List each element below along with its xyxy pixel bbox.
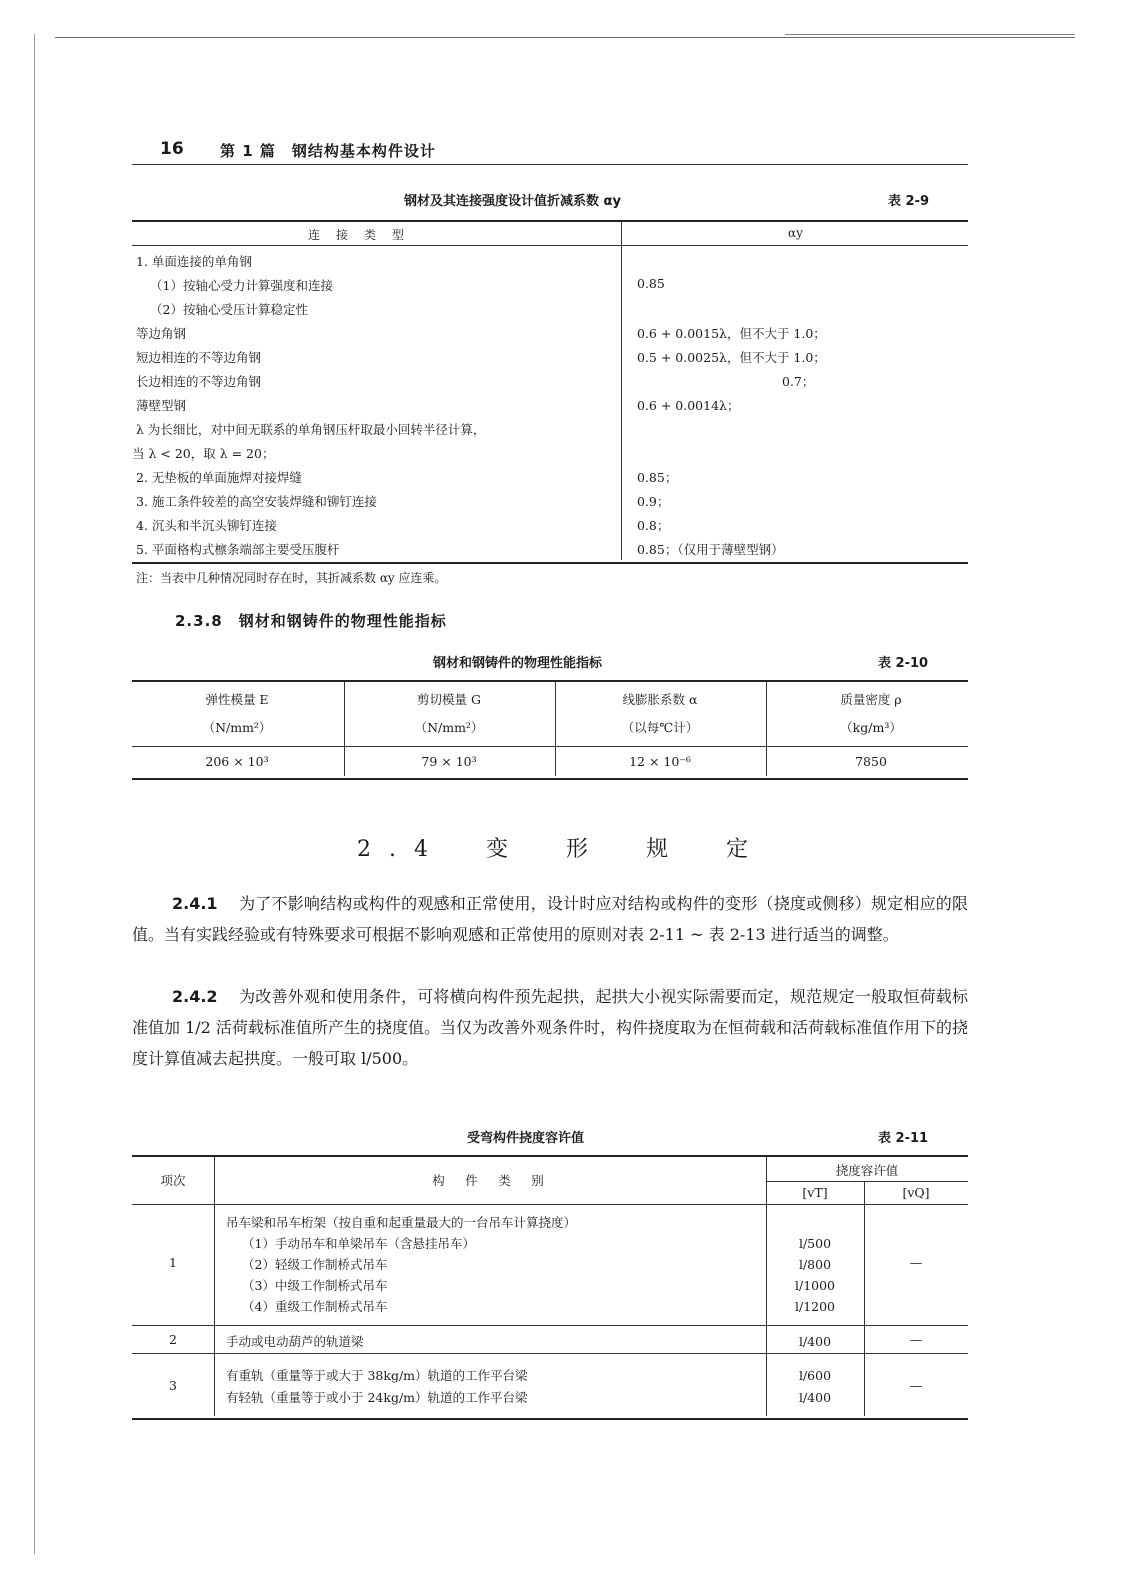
vq-value: — <box>909 1255 923 1270</box>
value-density: 7850 <box>855 754 887 769</box>
header-vt: [vT] <box>802 1185 828 1200</box>
header-elastic-modulus: 弹性模量 E <box>205 692 269 707</box>
table-row: 长边相连的不等边角钢 0.7； <box>136 374 815 389</box>
table-row: 1. 单面连接的单角钢 <box>136 254 252 269</box>
row-number: 3 <box>169 1378 177 1393</box>
list-item: （2）轻级工作制桥式吊车 <box>242 1257 388 1272</box>
table-2-11-caption: 受弯构件挠度容许值 <box>467 1131 585 1146</box>
table-row: 短边相连的不等边角钢 0.5 + 0.0025λ，但不大于 1.0； <box>136 350 826 365</box>
header-shear-modulus: 剪切模量 G <box>417 692 481 707</box>
table-row: λ 为长细比，对中间无联系的单角钢压杆取最小回转半径计算， <box>136 422 486 437</box>
vt-value: l/1000 <box>794 1278 836 1293</box>
row-number: 2 <box>169 1332 177 1347</box>
table-row: 薄壁型钢 0.6 + 0.0014λ； <box>136 398 740 413</box>
list-item: （3）中级工作制桥式吊车 <box>242 1278 388 1293</box>
page-number: 16 <box>160 139 184 159</box>
vq-value: — <box>909 1378 923 1393</box>
running-header <box>132 136 968 165</box>
paragraph-2-4-2 <box>132 981 968 1074</box>
table-row: 等边角钢 0.6 + 0.0015λ，但不大于 1.0； <box>136 326 826 341</box>
section-heading-2-4: 2.4 变 形 规 定 <box>357 837 766 862</box>
paragraph-number: 2.4.2 <box>172 987 218 1006</box>
list-item: 有轻轨（重量等于或小于 24kg/m）轨道的工作平台梁 <box>226 1390 528 1405</box>
table-2-11 <box>132 1155 968 1420</box>
list-item: （4）重级工作制桥式吊车 <box>242 1299 388 1314</box>
scan-edge-top-fragment <box>785 34 1075 35</box>
table-2-10-caption: 钢材和钢铸件的物理性能指标 <box>433 656 603 671</box>
vt-value: l/500 <box>798 1236 832 1251</box>
table-row: 4. 沉头和半沉头铆钉连接 0.8； <box>136 518 670 533</box>
header-item: 项次 <box>160 1173 186 1188</box>
table-2-10 <box>132 680 968 780</box>
paragraph-text: 为了不影响结构或构件的观感和正常使用，设计时应对结构或构件的变形（挠度或侧移）规定相应的限值。当有实践经验或有特殊要求可根据不影响观感和正常使用的原则对表 2-11 ~ 表 2-13 进行适当的调整。 <box>132 894 968 944</box>
table-header-rule <box>132 245 968 246</box>
chapter-title: 第 1 篇 钢结构基本构件设计 <box>220 142 436 160</box>
header-expansion-coefficient: 线膨胀系数 α <box>622 692 698 707</box>
table-row: （1）按轴心受力计算强度和连接 0.85 <box>150 276 665 293</box>
table-2-9-caption: 钢材及其连接强度设计值折减系数 αy <box>404 194 621 209</box>
header-unit: （N/mm²） <box>202 720 272 735</box>
table-row: 2. 无垫板的单面施焊对接焊缝 0.85； <box>136 470 678 485</box>
table-row: 3. 施工条件较差的高空安装焊缝和铆钉连接 0.9； <box>136 494 670 509</box>
paragraph-text: 为改善外观和使用条件，可将横向构件预先起拱，起拱大小视实际需要而定，规范规定一般取恒荷载标准值加 1/2 活荷载标准值所产生的挠度值。当仅为改善外观条件时，构件挠度取为在恒荷载和活荷载标准值作用下的挠度计算值减去起拱度。一般可取 l/500。 <box>132 987 968 1068</box>
table-row: 5. 平面格构式檩条端部主要受压腹杆 0.85；（仅用于薄壁型钢） <box>136 542 784 557</box>
table-2-10-number: 表 2-10 <box>878 656 929 671</box>
vt-value: l/600 <box>798 1368 832 1383</box>
vt-value: l/1200 <box>794 1299 836 1314</box>
value-expansion-coefficient: 12 × 10⁻⁶ <box>629 754 691 769</box>
paragraph-2-4-1 <box>132 888 968 950</box>
vt-value: l/800 <box>798 1257 832 1272</box>
header-member-type: 构 件 类 别 <box>432 1173 548 1188</box>
column-header-alpha: αy <box>788 226 803 240</box>
list-item: （1）手动吊车和单梁吊车（含悬挂吊车） <box>242 1236 475 1251</box>
list-item: 吊车梁和吊车桁架（按自重和起重量最大的一台吊车计算挠度） <box>226 1215 577 1230</box>
vt-value: l/400 <box>798 1334 832 1349</box>
table-2-9-number: 表 2-9 <box>888 194 930 209</box>
header-unit: （kg/m³） <box>840 720 902 735</box>
list-item: 有重轨（重量等于或大于 38kg/m）轨道的工作平台梁 <box>226 1368 528 1383</box>
scan-edge-top <box>55 37 1075 38</box>
value-shear-modulus: 79 × 10³ <box>421 754 477 769</box>
row-number: 1 <box>169 1255 177 1270</box>
paragraph-number: 2.4.1 <box>172 894 218 913</box>
column-header-connection-type: 连接类型 <box>308 228 421 242</box>
header-vq: [vQ] <box>902 1185 930 1200</box>
vq-value: — <box>909 1332 923 1347</box>
table-note: 注：当表中几种情况同时存在时，其折减系数 αy 应连乘。 <box>136 571 447 585</box>
list-item: 手动或电动葫芦的轨道梁 <box>226 1334 364 1349</box>
value-elastic-modulus: 206 × 10³ <box>205 754 269 769</box>
header-density: 质量密度 ρ <box>840 692 902 707</box>
scan-edge-left <box>34 34 35 1554</box>
table-2-9 <box>132 220 968 585</box>
table-row: 当 λ < 20，取 λ = 20； <box>132 446 275 461</box>
table-row: （2）按轴心受压计算稳定性 <box>150 302 308 317</box>
header-unit: （以每℃计） <box>621 720 699 735</box>
vt-value: l/400 <box>798 1390 832 1405</box>
section-heading-2-3-8: 2.3.8 钢材和钢铸件的物理性能指标 <box>175 612 447 630</box>
table-2-11-number: 表 2-11 <box>878 1131 929 1146</box>
header-deflection-limit: 挠度容许值 <box>835 1163 899 1178</box>
header-unit: （N/mm²） <box>414 720 484 735</box>
